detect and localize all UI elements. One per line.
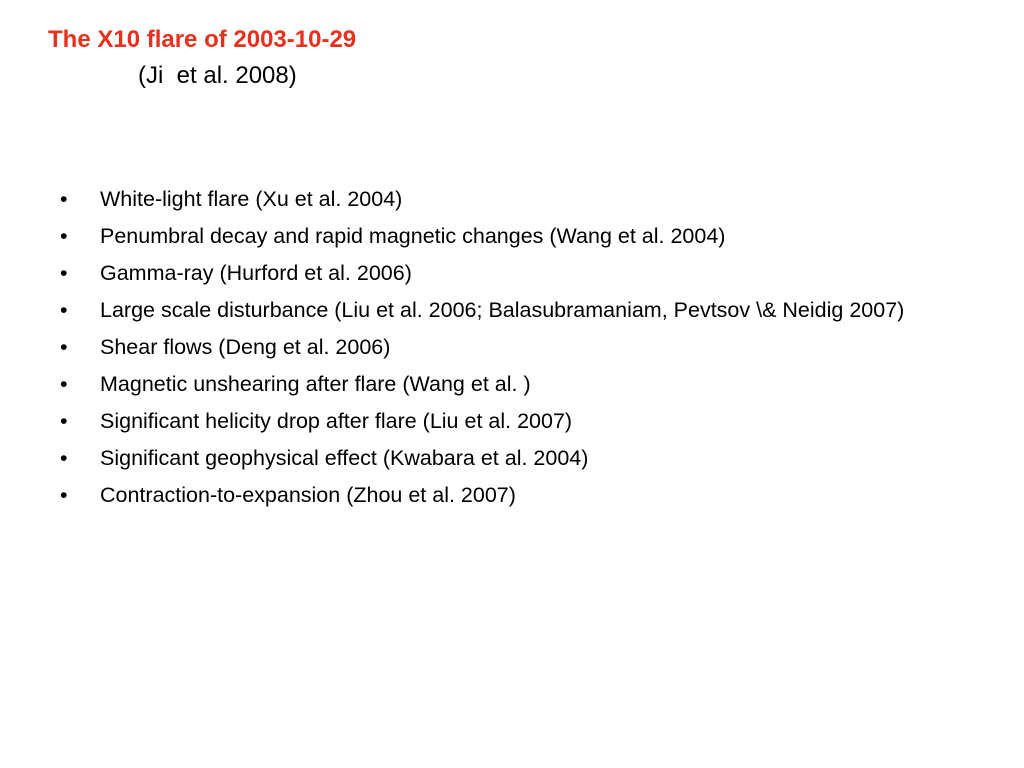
bullet-dot-icon: • (60, 261, 68, 285)
bullet-text: Shear flows (Deng et al. 2006) (100, 335, 391, 359)
bullet-item (56, 406, 936, 436)
bullet-text: Penumbral decay and rapid magnetic changes (Wang et al. 2004) (100, 224, 726, 248)
bullet-list (56, 184, 936, 517)
bullet-item (56, 221, 936, 251)
bullet-text: Gamma-ray (Hurford et al. 2006) (100, 261, 412, 285)
slide-subtitle: (Ji et al. 2008) (138, 62, 297, 89)
bullet-item (56, 369, 936, 399)
bullet-item (56, 295, 936, 325)
bullet-text: Contraction-to-expansion (Zhou et al. 2007) (100, 483, 516, 507)
bullet-dot-icon: • (60, 372, 68, 396)
bullet-text: Significant geophysical effect (Kwabara et al. 2004) (100, 446, 589, 470)
bullet-dot-icon: • (60, 409, 68, 433)
bullet-dot-icon: • (60, 483, 68, 507)
bullet-item (56, 258, 936, 288)
bullet-item (56, 332, 936, 362)
bullet-item (56, 184, 936, 214)
bullet-text: Significant helicity drop after flare (Liu et al. 2007) (100, 409, 573, 433)
bullet-dot-icon: • (60, 335, 68, 359)
bullet-text: Magnetic unshearing after flare (Wang et al. ) (100, 372, 531, 396)
bullet-dot-icon: • (60, 187, 68, 211)
bullet-item (56, 443, 936, 473)
bullet-dot-icon: • (60, 224, 68, 248)
bullet-item (56, 480, 936, 510)
bullet-text: White-light flare (Xu et al. 2004) (100, 187, 403, 211)
bullet-dot-icon: • (60, 446, 68, 470)
bullet-text: Large scale disturbance (Liu et al. 2006; Balasubramaniam, Pevtsov \& Neidig 2007) (100, 298, 905, 322)
bullet-dot-icon: • (60, 298, 68, 322)
slide-title: The X10 flare of 2003-10-29 (48, 26, 357, 53)
